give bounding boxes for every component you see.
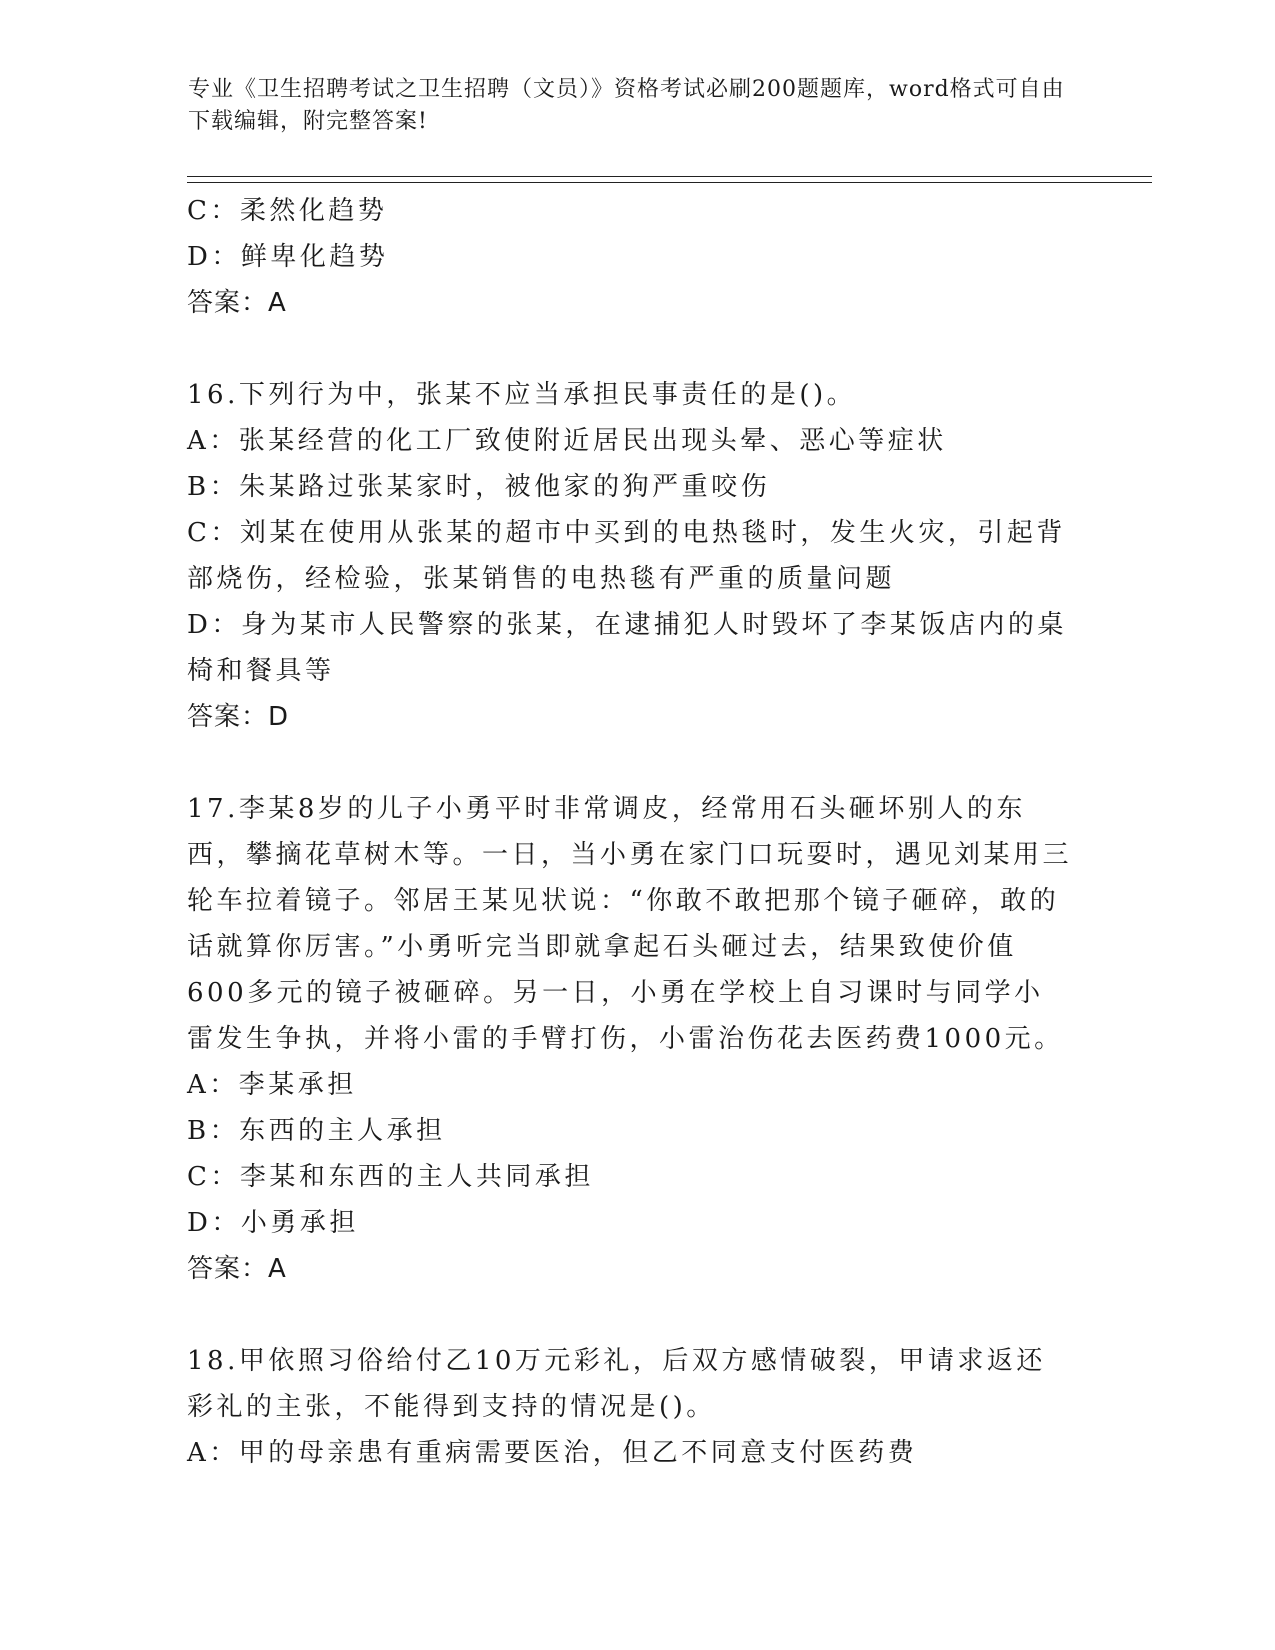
q16-stem: 16.下列行为中，张某不应当承担民事责任的是()。 <box>187 380 857 410</box>
q15-option-d: D：鲜卑化趋势 <box>187 242 389 272</box>
spacer <box>187 326 1072 372</box>
q16-option-a: A：张某经营的化工厂致使附近居民出现头晕、恶心等症状 <box>187 426 947 456</box>
q15-option-c: C：柔然化趋势 <box>187 196 388 226</box>
spacer <box>187 740 1072 786</box>
header-rule-bottom <box>187 182 1152 183</box>
q16-option-b: B：朱某路过张某家时，被他家的狗严重咬伤 <box>187 472 771 502</box>
q17-option-b: B：东西的主人承担 <box>187 1116 446 1146</box>
q17-option-a: A：李某承担 <box>187 1070 357 1100</box>
q16-option-c: C：刘某在使用从张某的超市中买到的电热毯时，发生火灾，引起背部烧伤，经检验，张某销售的电热毯有严重的质量问题 <box>187 518 1066 594</box>
q17-option-c: C：李某和东西的主人共同承担 <box>187 1162 594 1192</box>
q17-answer: 答案：A <box>187 1254 287 1284</box>
q17-stem: 17.李某8岁的儿子小勇平时非常调皮，经常用石头砸坏别人的东西，攀摘花草树木等。一日，当小勇在家门口玩耍时，遇见刘某用三轮车拉着镜子。邻居王某见状说：“你敢不敢把那个镜子砸碎，敢的话就算你厉害。”小勇听完当即就拿起石头砸过去，结果致使价值600多元的镜子被砸碎。另一日，小勇在学校上自习课时与同学小雷发生争执，并将小雷的手臂打伤，小雷治伤花去医药费1000元。 <box>187 794 1073 1054</box>
document-header: 专业《卫生招聘考试之卫生招聘（文员）》资格考试必刷200题题库，word格式可自由下载编辑，附完整答案! <box>188 77 1065 134</box>
q15-answer: 答案：A <box>187 288 287 318</box>
spacer <box>187 1292 1072 1338</box>
question-content <box>187 188 1072 1476</box>
q16-option-d: D：身为某市人民警察的张某，在逮捕犯人时毁坏了李某饭店内的桌椅和餐具等 <box>187 610 1067 686</box>
q18-option-a: A：甲的母亲患有重病需要医治，但乙不同意支付医药费 <box>187 1438 918 1468</box>
q18-stem: 18.甲依照习俗给付乙10万元彩礼，后双方感情破裂，甲请求返还彩礼的主张，不能得到支持的情况是()。 <box>187 1346 1046 1422</box>
q16-answer: 答案：D <box>187 702 290 732</box>
q17-option-d: D：小勇承担 <box>187 1208 359 1238</box>
header-rule-top <box>187 176 1152 177</box>
